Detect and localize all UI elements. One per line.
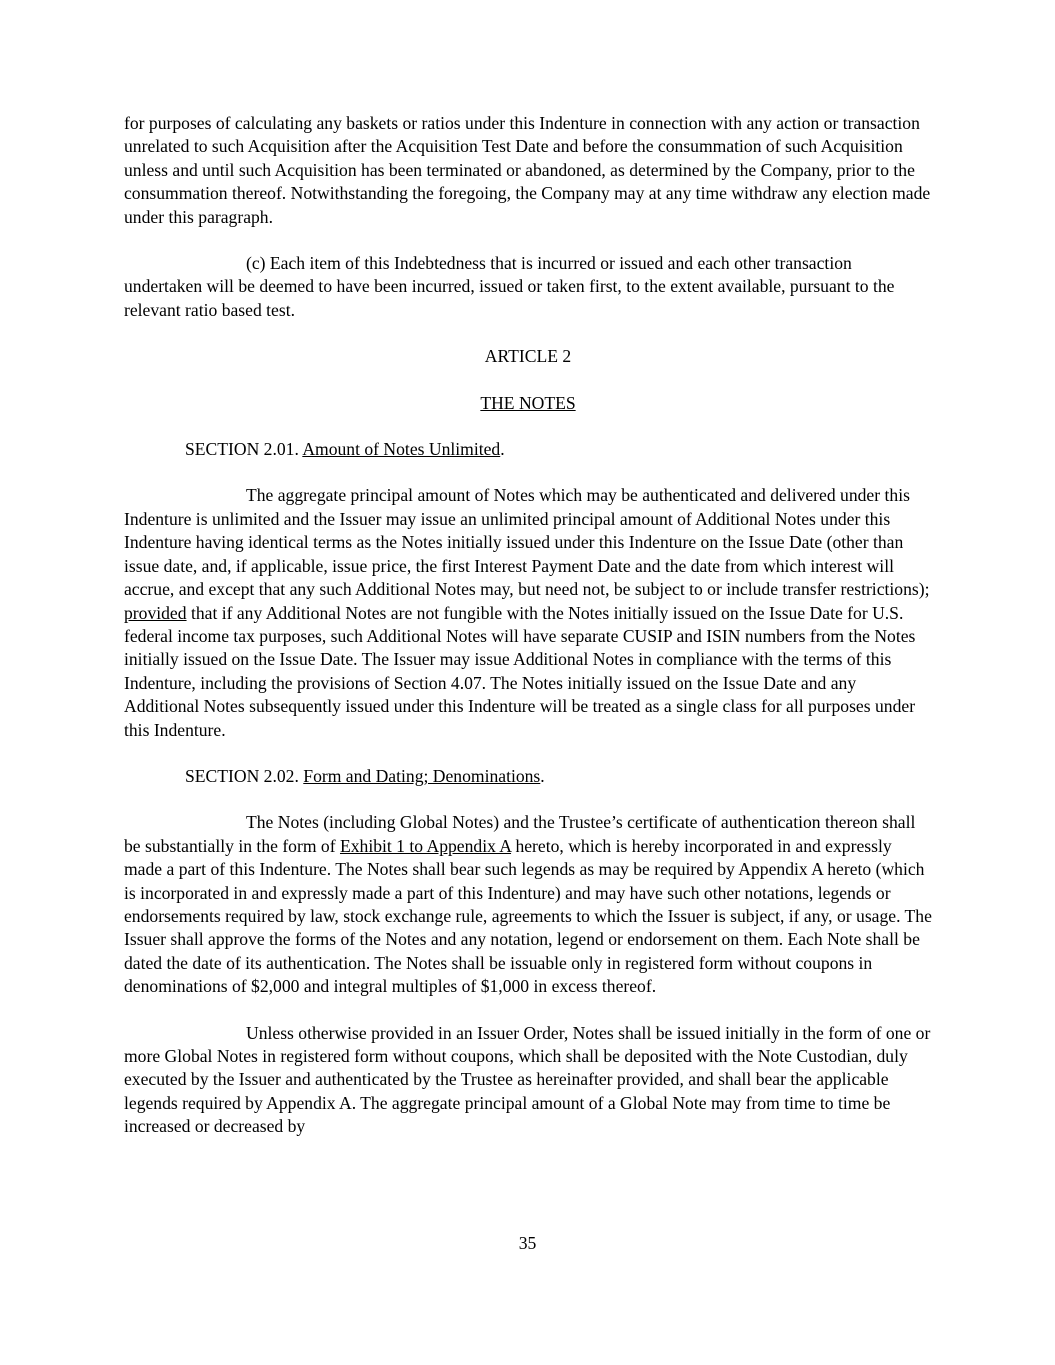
section-2-01-body-paragraph — [124, 484, 932, 741]
text-run: SECTION 2.02. — [185, 765, 304, 786]
text-run: that if any Additional Notes are not fungible with the Notes initially issued on the Issue Date for U.S. federal income tax purposes, such Additional Notes will have separate CUSIP and ISIN numbers from the Notes initially issued on the Issue Date. The Issuer may issue Additional Notes in compliance with the terms of this Indenture, including the provisions of Section 4.07. The Notes initially issued on the Issue Date and any Additional Notes subsequently issued under this Indenture will be treated as a single class for all purposes under this Indenture. — [124, 602, 916, 740]
underlined-text-run: Amount of Notes Unlimited — [302, 439, 501, 460]
section-2-02-heading — [124, 765, 932, 788]
text-run: Unless otherwise provided in an Issuer Order, Notes shall be issued initially in the form of one or more Global Notes in registered form without coupons, which shall be deposited with the Note Custodian, duly executed by the Issuer and authenticated by the Trustee as hereinafter provided, and shall bear the applicable legends required by Appendix A. The aggregate principal amount of a Global Note may from time to time be increased or decreased by — [124, 1022, 931, 1137]
section-2-01-heading — [124, 438, 932, 461]
section-2-02-body-paragraph — [124, 811, 932, 998]
text-run: . — [540, 765, 545, 786]
the-notes-heading — [124, 392, 932, 415]
text-run: hereto, which is hereby incorporated in and expressly made a part of this Indenture. The Notes shall bear such legends as may be required by Appendix A hereto (which is incorporated in and expressly made a part of this Indenture) and may have such other notations, legends or endorsements required by law, stock exchange rule, agreements to which the Issuer is subject, if any, or usage. The Issuer shall approve the forms of the Notes and any notation, legend or endorsement on them. Each Note shall be dated the date of its authentication. The Notes shall be issuable only in registered form without coupons in denominations of $2,000 and integral multiples of $1,000 in excess thereof. — [124, 835, 932, 997]
text-run: ARTICLE 2 — [484, 346, 572, 367]
article-2-heading — [124, 345, 932, 368]
text-run: The Notes (including Global Notes) and the Trustee’s certificate of authentication thereon shall be substantially in the form of — [124, 812, 916, 856]
text-run: for purposes of calculating any baskets or ratios under this Indenture in connection with any action or transaction unrelated to such Acquisition after the Acquisition Test Date and before the consummation of such Acquisition unless and until such Acquisition has been terminated or abandoned, as determined by the Company, prior to the consummation thereof. Notwithstanding the foregoing, the Company may at any time withdraw any election made under this paragraph. — [124, 113, 931, 227]
document-body — [124, 112, 932, 1162]
paragraph-continuation — [124, 112, 932, 229]
underlined-text-run: Form and Dating; Denominations — [303, 765, 541, 786]
text-run: (c) Each item of this Indebtedness that is incurred or issued and each other transaction undertaken will be deemed to have been incurred, issued or taken first, to the extent available, pursuant to the relevant ratio based test. — [124, 253, 895, 320]
text-run: . — [500, 439, 505, 460]
text-run: SECTION 2.01. — [185, 439, 303, 460]
global-notes-paragraph — [124, 1022, 932, 1139]
paragraph-item-c — [124, 252, 932, 322]
underlined-text-run: provided — [124, 602, 187, 623]
page-number: 35 — [518, 1233, 537, 1253]
underlined-text-run: Exhibit 1 to Appendix A — [339, 835, 512, 856]
underlined-text-run: THE NOTES — [480, 392, 576, 413]
text-run: The aggregate principal amount of Notes which may be authenticated and delivered under this Indenture is unlimited and the Issuer may issue an unlimited principal amount of Additional Notes under this Indenture having identical terms as the Notes initially issued under this Indenture on the Issue Date (other than issue date, and, if applicable, issue price, the first Interest Payment Date and the date from which interest will accrue, and except that any such Additional Notes may, but need not, be subject to or include transfer restrictions); — [124, 485, 930, 600]
